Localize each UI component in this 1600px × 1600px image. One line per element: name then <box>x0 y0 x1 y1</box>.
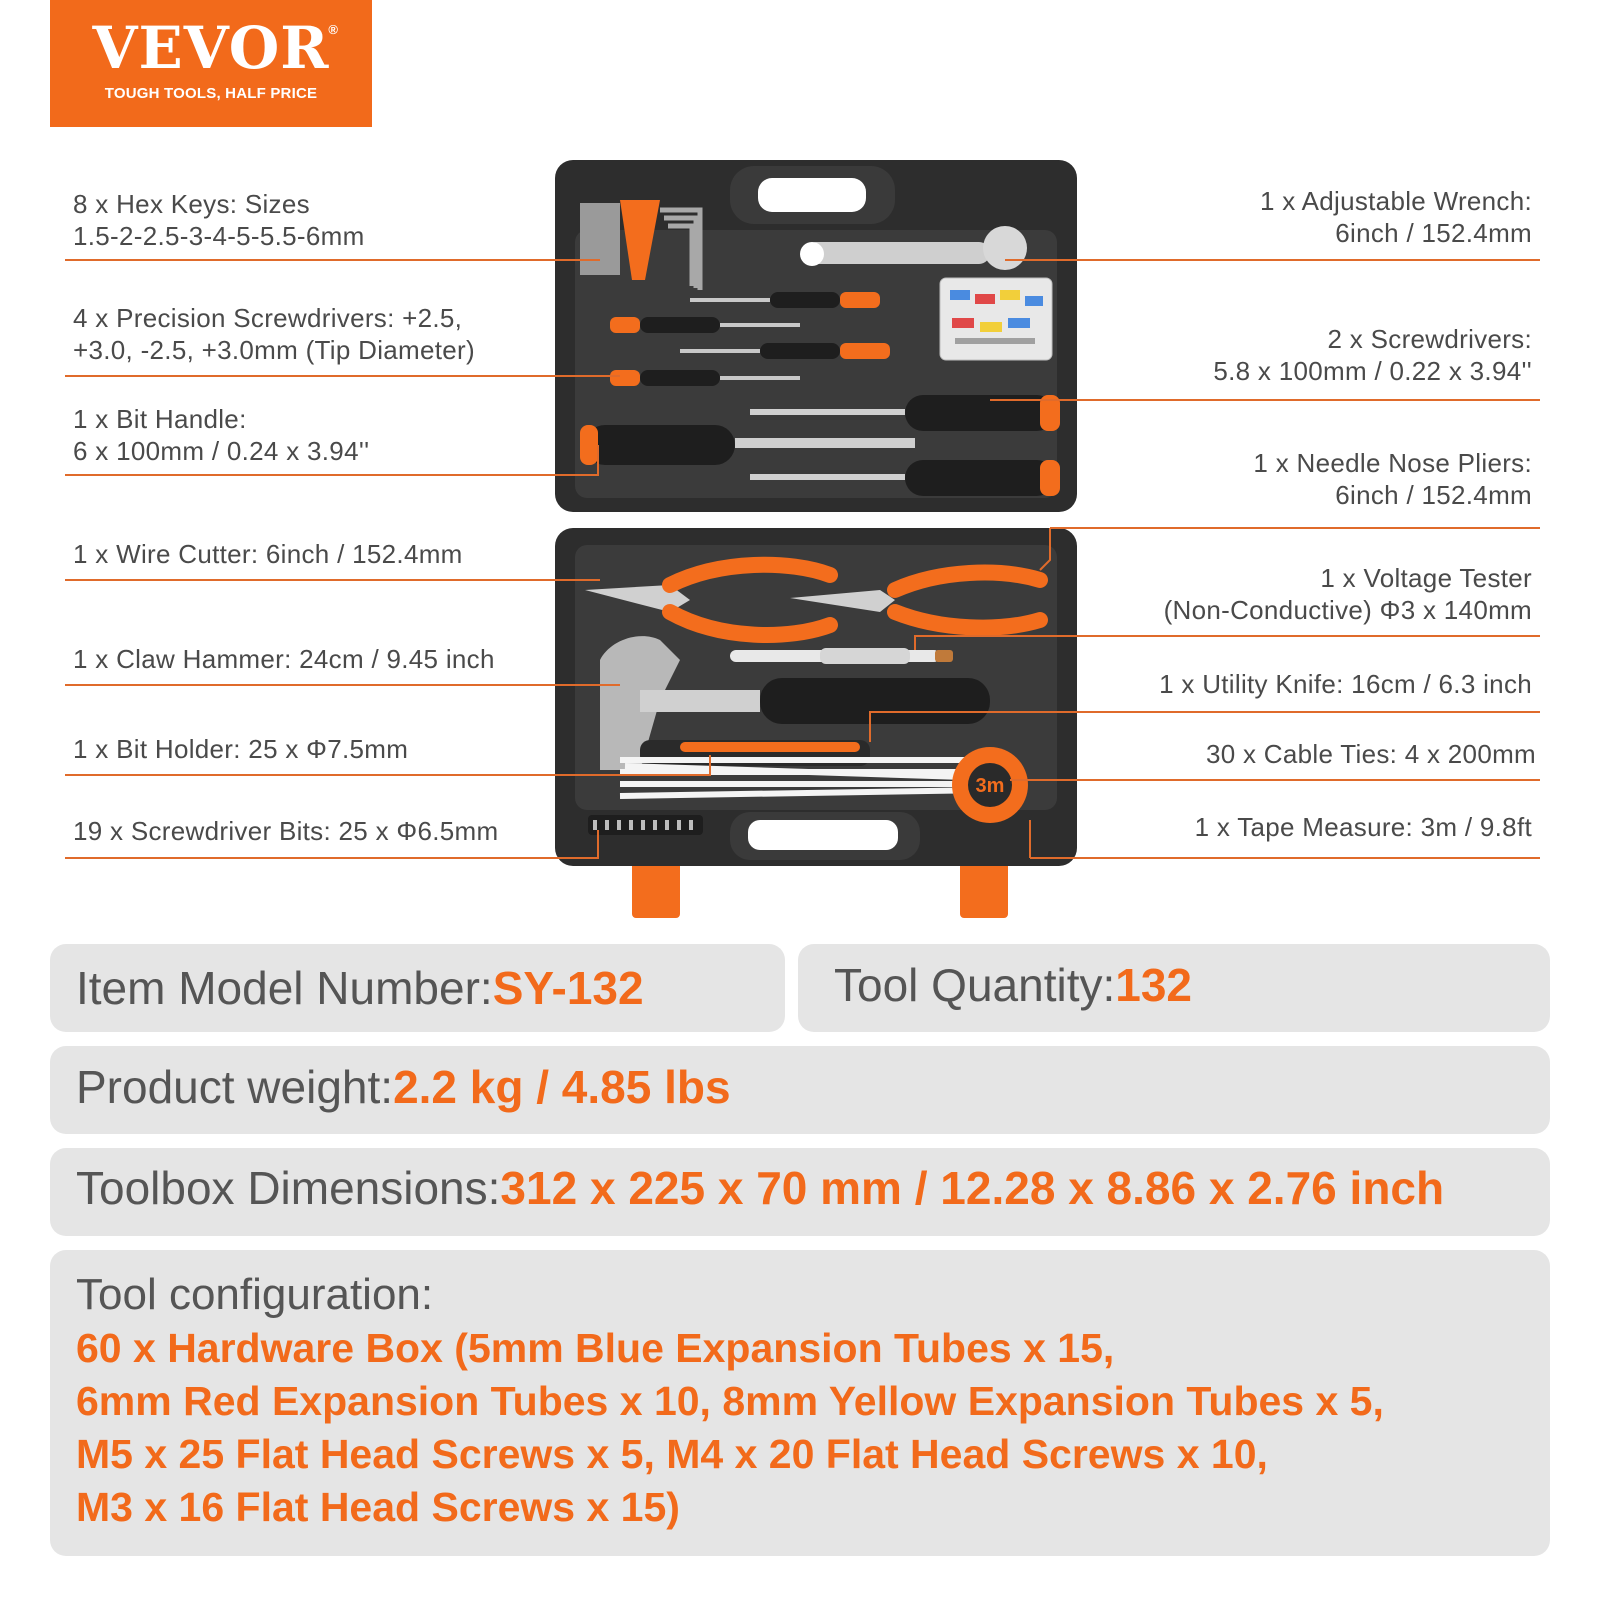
brand-tagline: TOUGH TOOLS, HALF PRICE <box>104 85 318 102</box>
divider-line <box>65 857 599 859</box>
callout-hex-keys <box>73 188 365 252</box>
spec-quantity <box>834 959 1192 1011</box>
config-line: 60 x Hardware Box (5mm Blue Expansion Tubes x 15, <box>76 1325 1115 1371</box>
config-line: 6mm Red Expansion Tubes x 10, 8mm Yellow Expansion Tubes x 5, <box>76 1378 1384 1424</box>
spec-model-label: Item Model Number: <box>76 962 493 1014</box>
callout-precision-screwdrivers-detail: +3.0, -2.5, +3.0mm (Tip Diameter) <box>73 335 475 365</box>
divider-line <box>65 259 595 261</box>
callout-hex-keys-title: 8 x Hex Keys: Sizes <box>73 189 310 219</box>
callout-claw-hammer <box>73 643 495 675</box>
callout-claw-hammer-title: 1 x Claw Hammer: 24cm / 9.45 inch <box>73 644 495 674</box>
callout-tape-measure <box>1195 811 1532 843</box>
callout-adjustable-wrench-detail: 6inch / 152.4mm <box>1335 218 1532 248</box>
callout-adjustable-wrench-title: 1 x Adjustable Wrench: <box>1259 186 1532 216</box>
divider-line <box>1040 711 1540 713</box>
callout-screwdrivers-detail: 5.8 x 100mm / 0.22 x 3.94'' <box>1213 356 1532 386</box>
divider-line <box>65 375 595 377</box>
callout-bit-holder <box>73 733 408 765</box>
divider-line <box>1040 779 1540 781</box>
hardware-box <box>940 278 1052 360</box>
case-latch-right <box>960 860 1008 918</box>
case-latch-left <box>632 860 680 918</box>
spec-dimensions-value: 312 x 225 x 70 mm / 12.28 x 8.86 x 2.76 inch <box>500 1162 1445 1214</box>
tape-measure <box>952 747 1028 823</box>
spec-quantity-label: Tool Quantity: <box>834 959 1116 1011</box>
registered-mark: ® <box>328 22 338 37</box>
callout-screwdriver-bits <box>73 815 498 847</box>
callout-utility-knife-title: 1 x Utility Knife: 16cm / 6.3 inch <box>1159 669 1532 699</box>
callout-screwdrivers-title: 2 x Screwdrivers: <box>1327 324 1532 354</box>
divider-line <box>1040 635 1540 637</box>
config-title: Tool configuration: <box>76 1270 434 1319</box>
callout-cable-ties-title: 30 x Cable Ties: 4 x 200mm <box>1205 739 1536 769</box>
callout-voltage-tester-detail: (Non-Conductive) Φ3 x 140mm <box>1163 595 1532 625</box>
callout-hex-keys-detail: 1.5-2-2.5-3-4-5-5.5-6mm <box>73 221 365 251</box>
spec-model-value: SY-132 <box>492 962 644 1014</box>
config-line: M5 x 25 Flat Head Screws x 5, M4 x 20 Flat Head Screws x 10, <box>76 1431 1268 1477</box>
callout-wire-cutter-title: 1 x Wire Cutter: 6inch / 152.4mm <box>73 539 463 569</box>
divider-line <box>65 474 599 476</box>
spec-quantity-value: 132 <box>1115 959 1193 1011</box>
callout-bit-holder-title: 1 x Bit Holder: 25 x Φ7.5mm <box>73 734 409 764</box>
spec-dimensions <box>76 1162 1444 1214</box>
screwdriver-bits <box>588 815 703 835</box>
brand-name: VEVOR <box>92 14 330 82</box>
callout-adjustable-wrench <box>1260 185 1532 249</box>
spec-weight-value: 2.2 kg / 4.85 lbs <box>393 1061 731 1113</box>
callout-bit-handle-title: 1 x Bit Handle: <box>73 404 247 434</box>
callout-precision-screwdrivers-title: 4 x Precision Screwdrivers: +2.5, <box>73 303 463 333</box>
divider-line <box>1040 259 1540 261</box>
callout-utility-knife <box>1159 668 1532 700</box>
callout-needle-nose-pliers <box>1253 447 1532 511</box>
divider-line <box>65 579 600 581</box>
callout-wire-cutter <box>73 538 463 570</box>
callout-bit-handle <box>73 403 369 467</box>
callout-voltage-tester <box>1164 562 1532 626</box>
divider-line <box>1030 857 1540 859</box>
spec-weight <box>76 1061 731 1113</box>
callout-precision-screwdrivers <box>73 302 475 366</box>
config-line: M3 x 16 Flat Head Screws x 15) <box>76 1484 680 1530</box>
divider-line <box>65 684 620 686</box>
divider-line <box>1040 399 1540 401</box>
voltage-tester <box>730 648 953 664</box>
callout-cable-ties <box>1206 738 1536 770</box>
spec-dimensions-label: Toolbox Dimensions: <box>76 1162 501 1214</box>
callout-needle-nose-pliers-detail: 6inch / 152.4mm <box>1335 480 1532 510</box>
callout-screwdriver-bits-title: 19 x Screwdriver Bits: 25 x Φ6.5mm <box>73 816 499 846</box>
tape-measure-label: 3m <box>975 775 1005 797</box>
callout-tape-measure-title: 1 x Tape Measure: 3m / 9.8ft <box>1194 812 1532 842</box>
spec-model <box>76 962 644 1014</box>
spec-weight-label: Product weight: <box>76 1061 394 1113</box>
divider-line <box>1050 527 1540 529</box>
callout-screwdrivers <box>1213 323 1532 387</box>
divider-line <box>65 774 710 776</box>
callout-voltage-tester-title: 1 x Voltage Tester <box>1320 563 1532 593</box>
callout-needle-nose-pliers-title: 1 x Needle Nose Pliers: <box>1253 448 1532 478</box>
callout-bit-handle-detail: 6 x 100mm / 0.24 x 3.94'' <box>73 436 370 466</box>
